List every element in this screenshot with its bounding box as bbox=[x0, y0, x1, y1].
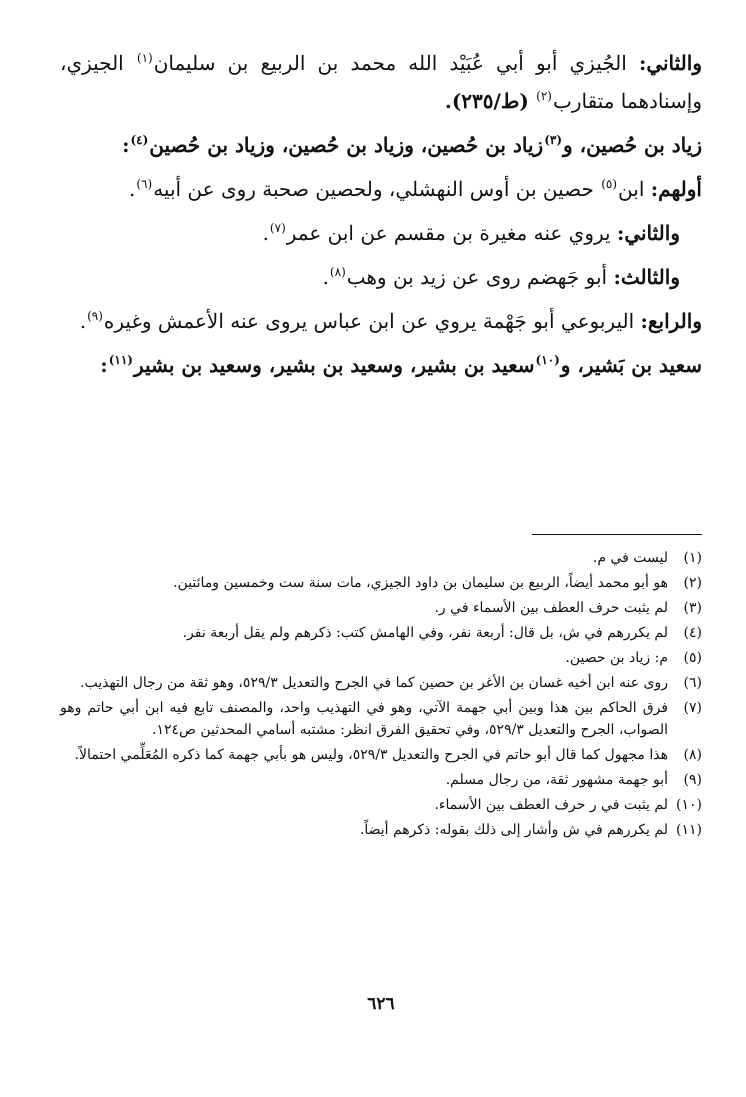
footnote-number: (٢) bbox=[683, 575, 702, 591]
paragraph-third bbox=[60, 258, 702, 296]
footnote-text: فرق الحاكم بين هذا وبين أبي جهمة الآتي، وهو في التهذيب واحد، والمصنف تابع فيه ابن أبي حاتم وهو الصواب، الجرح والتعديل ٥٢٩/٣، وفي تحقيق الفرق انظر: مشتبه أسامي المحدثين ص١٢٤. bbox=[60, 700, 668, 738]
paragraph-text: يروي عنه مغيرة بن مقسم عن ابن عمر bbox=[286, 221, 611, 245]
footnote-ref: (٦) bbox=[136, 177, 153, 192]
paragraph-text: اليربوعي أبو جَهْمة يروي عن ابن عباس يروى عنه الأعمش وغيره bbox=[103, 309, 635, 333]
footnote-number: (٨) bbox=[683, 747, 702, 763]
paragraph-text: (ط/٢٣٥). bbox=[444, 89, 529, 113]
footnote-number: (١) bbox=[683, 550, 702, 566]
footnote-text: ليست في م. bbox=[592, 550, 668, 566]
footnote-ref: (٥) bbox=[601, 177, 618, 192]
footnote-ref: (١٠) bbox=[535, 353, 560, 368]
paragraph-second-jizi bbox=[60, 44, 702, 120]
paragraph-text: . bbox=[262, 221, 269, 245]
footnote-ref: (٩) bbox=[87, 309, 103, 324]
footnote bbox=[60, 794, 702, 816]
footnote bbox=[60, 572, 702, 594]
footnote-number: (٤) bbox=[683, 625, 702, 641]
footnote bbox=[60, 547, 702, 569]
paragraph-text: ابن bbox=[618, 177, 645, 201]
footnote bbox=[60, 597, 702, 619]
footnote bbox=[60, 622, 702, 644]
footnote-text: لم يثبت حرف العطف بين الأسماء في ر. bbox=[434, 600, 668, 616]
paragraph-text: . bbox=[322, 265, 329, 289]
paragraph-label: والثاني: bbox=[616, 221, 680, 245]
footnote-ref: (٢) bbox=[536, 89, 552, 104]
footnote-number: (٦) bbox=[683, 675, 702, 691]
paragraph-second bbox=[60, 214, 702, 252]
footnote-text: هو أبو محمد أيضاً، الربيع بن سليمان بن داود الجيزي، مات سنة ست وخمسين ومائتين. bbox=[173, 575, 668, 591]
footnote-number: (٩) bbox=[683, 772, 702, 788]
paragraph-fourth bbox=[60, 302, 702, 340]
footnote-ref: (٣) bbox=[544, 133, 563, 148]
footnotes bbox=[60, 547, 702, 844]
footnote-text: لم يكررهم في ش وأشار إلى ذلك بقوله: ذكرهم أيضاً. bbox=[359, 822, 668, 838]
paragraph-text: أبو جَهضم روى عن زيد بن وهب bbox=[346, 265, 608, 289]
footnote-number: (٥) bbox=[683, 650, 702, 666]
heading-said-ibn-bashir bbox=[60, 346, 702, 384]
footnote bbox=[60, 819, 702, 841]
footnote-divider bbox=[532, 534, 702, 535]
footnote bbox=[60, 672, 702, 694]
paragraph-text: حصين بن أوس النهشلي، ولحصين صحبة روى عن أبيه bbox=[153, 177, 594, 201]
footnote-ref: (١) bbox=[136, 51, 153, 66]
footnote bbox=[60, 769, 702, 791]
footnote-number: (١٠) bbox=[676, 797, 702, 813]
heading-text: : bbox=[122, 133, 130, 157]
page-number: ٦٢٦ bbox=[367, 994, 395, 1014]
paragraph-label: والرابع: bbox=[640, 309, 702, 333]
footnote bbox=[60, 697, 702, 741]
footnote-ref: (١١) bbox=[108, 353, 133, 368]
book-page bbox=[60, 44, 702, 1097]
heading-text: سعيد بن بَشير، و bbox=[560, 353, 702, 377]
heading-text: زياد بن حُصين، وزياد بن حُصين، وزياد بن حُصين bbox=[149, 133, 544, 157]
paragraph-label: والثالث: bbox=[613, 265, 680, 289]
footnote-ref: (٤) bbox=[130, 133, 149, 148]
heading-text: زياد بن حُصين، و bbox=[563, 133, 702, 157]
footnote bbox=[60, 744, 702, 766]
heading-text: سعيد بن بشير، وسعيد بن بشير، وسعيد بن بشير bbox=[133, 353, 535, 377]
footnote-text: أبو جهمة مشهور ثقة، من رجال مسلم. bbox=[445, 772, 668, 788]
paragraph-first bbox=[60, 170, 702, 208]
footnote bbox=[60, 647, 702, 669]
paragraph-text: الجُيزي أبو أبي عُبَيْد الله محمد بن الربيع بن سليمان bbox=[153, 51, 627, 75]
footnote-number: (١١) bbox=[676, 822, 702, 838]
footnote-text: روى عنه ابن أخيه غسان بن الأغر بن حصين كما في الجرح والتعديل ٥٢٩/٣، وهو ثقة من رجال التهذيب. bbox=[80, 675, 668, 691]
heading-ziyad-ibn-husayn bbox=[60, 126, 702, 164]
heading-text: : bbox=[100, 353, 108, 377]
paragraph-text: الجيزي، وإسنادهما متقارب bbox=[60, 51, 702, 113]
footnote-ref: (٧) bbox=[269, 221, 286, 236]
footnote-text: هذا مجهول كما قال أبو حاتم في الجرح والتعديل ٥٢٩/٣، وليس هو بأبي جهمة كما ذكره المُعَلِّمي احتمالاً. bbox=[74, 747, 668, 763]
footnote-text: م: زياد بن حصين. bbox=[565, 650, 668, 666]
paragraph-text: . bbox=[129, 177, 136, 201]
footnote-text: لم يكررهم في ش، بل قال: أربعة نفر، وفي الهامش كتب: ذكرهم ولم يقل أربعة نفر. bbox=[182, 625, 668, 641]
footnote-number: (٧) bbox=[683, 700, 702, 716]
paragraph-label: أولهم: bbox=[650, 177, 702, 201]
footnote-number: (٣) bbox=[683, 600, 702, 616]
footnote-text: لم يثبت في ر حرف العطف بين الأسماء. bbox=[434, 797, 668, 813]
footnote-ref: (٨) bbox=[329, 265, 346, 280]
paragraph-text: . bbox=[79, 309, 87, 333]
paragraph-label: والثاني: bbox=[638, 51, 702, 75]
